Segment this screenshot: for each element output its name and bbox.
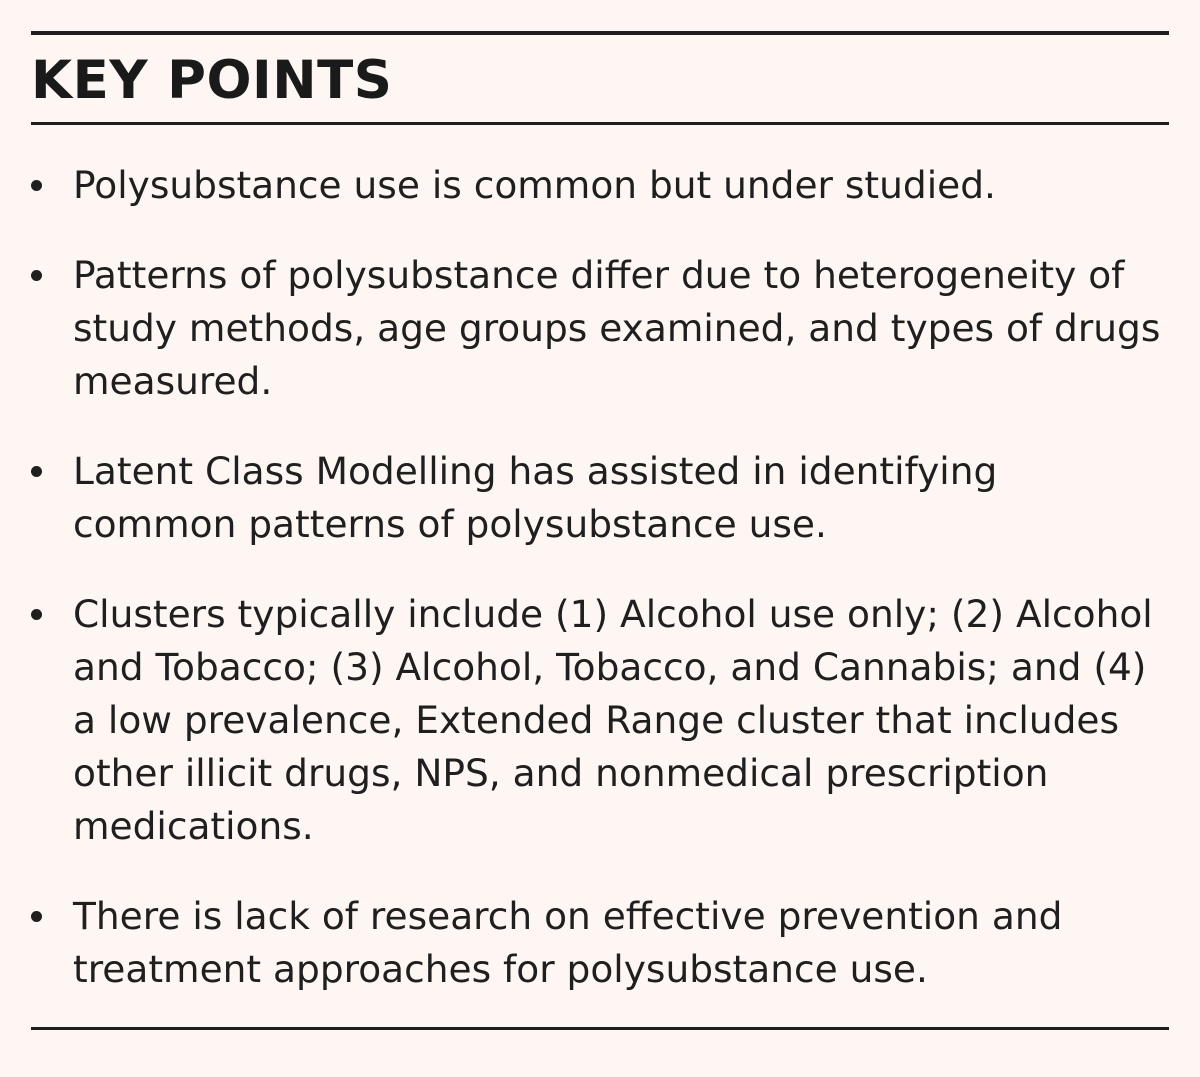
point-text: There is lack of research on effective prevention and treatment approaches for polysubstance use. (73, 894, 1063, 991)
list-item (31, 588, 1161, 853)
list-item (31, 890, 1161, 996)
bullet-icon (31, 466, 42, 477)
bullet-icon (31, 180, 42, 191)
key-points-heading: KEY POINTS (31, 50, 393, 111)
point-text: Polysubstance use is common but under studied. (73, 163, 996, 207)
list-item (31, 445, 1161, 551)
bullet-icon (31, 270, 42, 281)
point-text: Latent Class Modelling has assisted in identifying common patterns of polysubstance use. (73, 449, 998, 546)
top-rule (31, 31, 1169, 35)
heading-underline (31, 122, 1169, 125)
point-text: Patterns of polysubstance differ due to heterogeneity of study methods, age groups examined, and types of drugs measured. (73, 253, 1161, 403)
list-item (31, 249, 1161, 408)
bullet-icon (31, 911, 42, 922)
point-text: Clusters typically include (1) Alcohol use only; (2) Alcohol and Tobacco; (3) Alcohol, Tobacco, and Cannabis; and (4) a low prevalence, Extended Range cluster that includes other illicit drugs, NPS, and nonmedical prescription medications. (73, 592, 1153, 848)
list-item (31, 159, 1161, 212)
bottom-rule (31, 1027, 1169, 1030)
key-points-list (31, 159, 1161, 1033)
bullet-icon (31, 609, 42, 620)
